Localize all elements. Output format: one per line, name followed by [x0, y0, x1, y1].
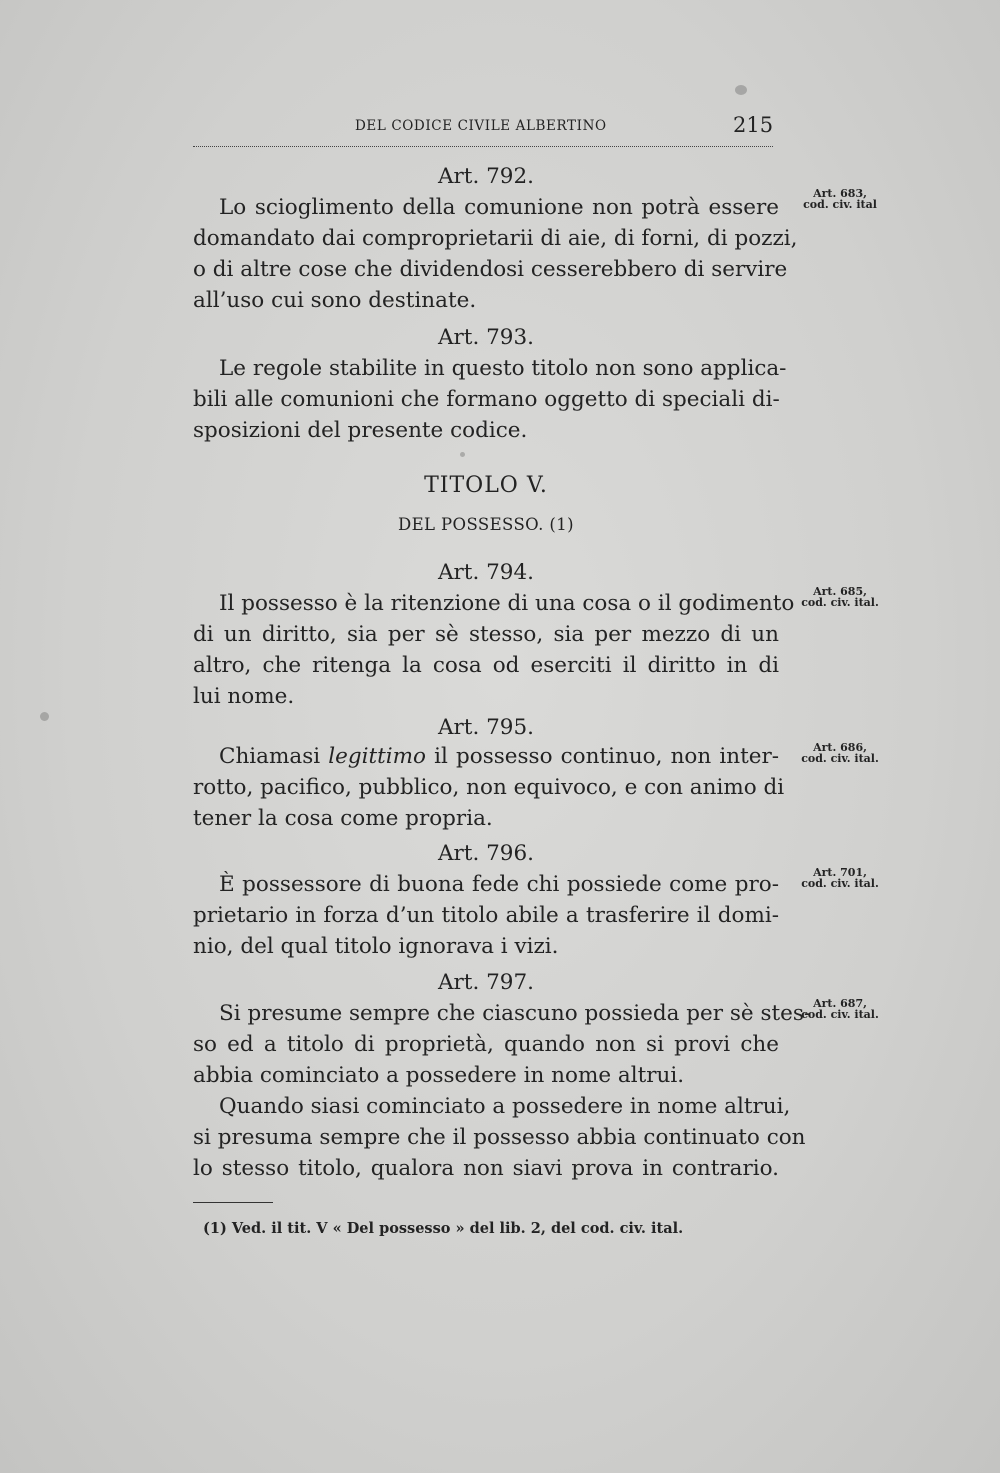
page-number: 215 — [733, 113, 774, 137]
scan-speck — [460, 452, 465, 457]
running-header: DEL CODICE CIVILE ALBERTINO — [355, 118, 607, 134]
article-body-792 — [193, 192, 798, 316]
article-body-795 — [193, 741, 785, 834]
footnote-rule — [193, 1202, 273, 1203]
margin-note-792 — [790, 188, 890, 210]
margin-note-line: Art. 685, — [813, 585, 867, 598]
text-line: di un diritto, sia per sè stesso, sia per mezzo di un — [193, 622, 779, 647]
text-line: Le regole stabilite in questo titolo non sono applica- — [219, 356, 787, 381]
text-line: nio, del qual titolo ignorava i vizi. — [193, 934, 559, 959]
article-heading-792: Art. 792. — [438, 164, 534, 189]
text-line: Quando siasi cominciato a possedere in nome altrui, — [219, 1094, 791, 1119]
scan-speck — [735, 85, 747, 95]
margin-note-line: Art. 686, — [813, 741, 867, 754]
text-line: o di altre cose che dividendosi cesserebbero di servire — [193, 257, 788, 282]
margin-note-795 — [790, 742, 890, 764]
margin-note-line: Art. 701, — [813, 866, 867, 879]
article-body-796 — [193, 869, 779, 962]
text-line: altro, che ritenga la cosa od eserciti il diritto in di — [193, 653, 779, 678]
text-fragment: Chiamasi — [219, 744, 329, 769]
text-line: lui nome. — [193, 684, 295, 709]
text-line: È possessore di buona fede chi possiede come pro- — [219, 872, 779, 897]
text-line: tener la cosa come propria. — [193, 806, 493, 831]
article-heading-793: Art. 793. — [438, 325, 534, 350]
section-title: TITOLO V. — [424, 473, 548, 498]
header-rule — [193, 146, 773, 147]
text-line: lo stesso titolo, qualora non siavi prova in contrario. — [193, 1156, 779, 1181]
scan-speck — [40, 712, 49, 721]
text-line: si presuma sempre che il possesso abbia continuato con — [193, 1125, 806, 1150]
text-line: so ed a titolo di proprietà, quando non si provi che — [193, 1032, 779, 1057]
article-body-794 — [193, 588, 795, 712]
text-line: prietario in forza d’un titolo abile a trasferire il domi- — [193, 903, 779, 928]
margin-note-line: Art. 683, — [813, 187, 867, 200]
article-heading-795: Art. 795. — [438, 715, 534, 740]
margin-note-794 — [790, 586, 890, 608]
article-body-797 — [193, 998, 812, 1184]
text-line: abbia cominciato a possedere in nome altrui. — [193, 1063, 685, 1088]
margin-note-line: Art. 687, — [813, 997, 867, 1010]
margin-note-797 — [790, 998, 890, 1020]
text-line: domandato dai comproprietarii di aie, di forni, di pozzi, — [193, 226, 798, 251]
text-line: sposizioni del presente codice. — [193, 418, 528, 443]
article-body-793 — [193, 353, 787, 446]
text-line: bili alle comunioni che formano oggetto di speciali di- — [193, 387, 780, 412]
article-heading-796: Art. 796. — [438, 841, 534, 866]
text-line: rotto, pacifico, pubblico, non equivoco, e con animo di — [193, 775, 785, 800]
text-fragment: il possesso continuo, non inter- — [425, 744, 779, 769]
margin-note-line: cod. civ. ital. — [801, 752, 879, 765]
margin-note-line: cod. civ. ital. — [801, 1008, 879, 1021]
footnote: (1) Ved. il tit. V « Del possesso » del lib. 2, del cod. civ. ital. — [203, 1220, 684, 1237]
article-heading-794: Art. 794. — [438, 560, 534, 585]
margin-note-796 — [790, 867, 890, 889]
margin-note-line: cod. civ. ital. — [801, 877, 879, 890]
text-line: Il possesso è la ritenzione di una cosa o il godimento — [219, 591, 795, 616]
article-heading-797: Art. 797. — [438, 970, 534, 995]
text-line: Si presume sempre che ciascuno possieda per sè stes- — [219, 1001, 812, 1026]
margin-note-line: cod. civ. ital — [803, 198, 877, 211]
italic-term: legittimo — [328, 744, 426, 769]
text-line: Lo scioglimento della comunione non potrà essere — [219, 195, 779, 220]
section-subtitle: DEL POSSESSO. (1) — [397, 515, 574, 534]
margin-note-line: cod. civ. ital. — [801, 596, 879, 609]
text-line: all’uso cui sono destinate. — [193, 288, 477, 313]
text-line — [193, 741, 779, 772]
